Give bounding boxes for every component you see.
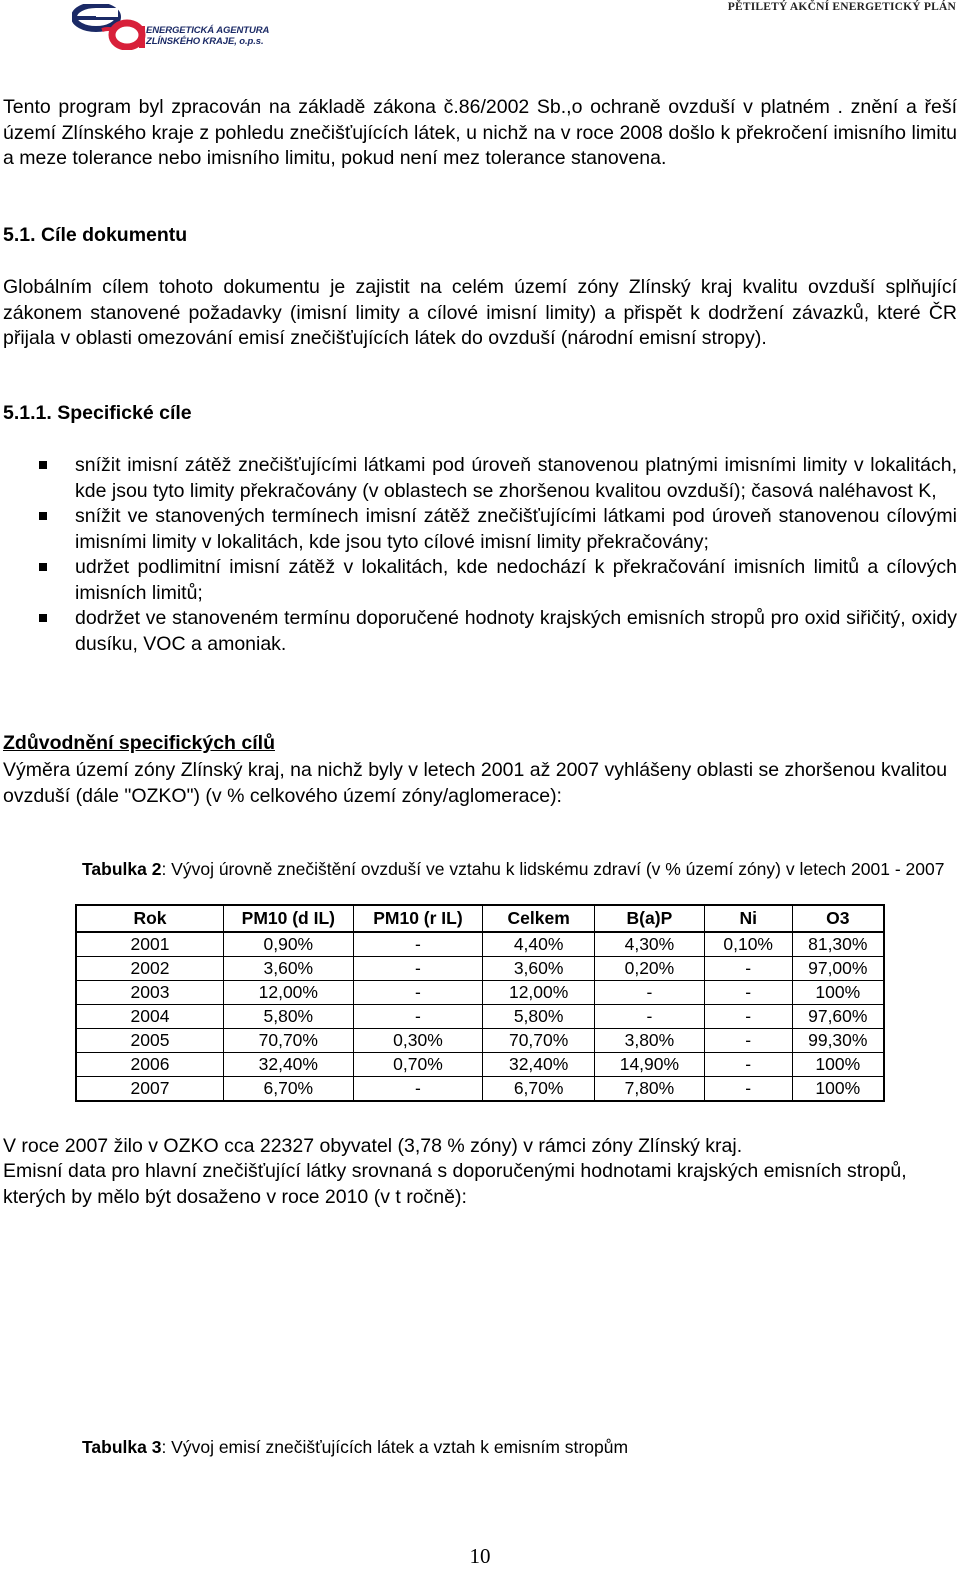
table-cell: 97,60% (792, 1005, 884, 1029)
table-cell: 70,70% (223, 1029, 353, 1053)
table-row (76, 1005, 884, 1029)
column-header: Ni (704, 905, 792, 932)
column-header: Celkem (483, 905, 595, 932)
table-cell: 7,80% (595, 1077, 705, 1102)
table-cell: - (704, 1077, 792, 1102)
bullet-square-icon (39, 512, 47, 520)
page-number: 10 (469, 1544, 491, 1568)
table-cell: 99,30% (792, 1029, 884, 1053)
logo-text-line2: ZLÍNSKÉHO KRAJE, o.p.s. (146, 36, 264, 47)
table-cell: - (353, 932, 483, 957)
table-cell: 3,60% (223, 957, 353, 981)
logo-text-line1: ENERGETICKÁ AGENTURA (146, 25, 270, 36)
table-row (76, 1029, 884, 1053)
table-cell: 2003 (76, 981, 223, 1005)
table-cell: 3,60% (483, 957, 595, 981)
table-cell: 4,30% (595, 932, 705, 957)
list-item-text: udržet podlimitní imisní zátěž v lokalitách, kde nedochází k překračování imisních limitů a cílových imisních limitů; (75, 556, 957, 604)
list-item (0, 453, 960, 504)
table-cell: 4,40% (483, 932, 595, 957)
table-cell: - (704, 1029, 792, 1053)
table-cell: 2001 (76, 932, 223, 957)
section-5-1-paragraph: Globálním cílem tohoto dokumentu je zajistit na celém území zóny Zlínský kraj kvalitu ovzduší splňující zákonem stanovené požadavky (imisní limity a cílové imisní limity) a přispět k dodržení závazků, které ČR přijala v oblasti omezování emisí znečišťujících látek do ovzduší (národní emisní stropy). (3, 276, 957, 349)
table2-caption-label: Tabulka 2 (82, 859, 162, 879)
intro-paragraph: Tento program byl zpracován na základě zákona č.86/2002 Sb.,o ochraně ovzduší v platném . znění a řeší území Zlínského kraje z pohledu znečišťujících látek, u nichž na v roce 2008 došlo k překročení imisního limitu a meze tolerance nebo imisního limitu, pokud není mez tolerance stanovena. (3, 96, 957, 169)
table-cell: - (353, 981, 483, 1005)
list-item-text: snížit ve stanovených termínech imisní zátěž znečišťujícími látkami pod úroveň stanovenou cílovými imisními limity v lokalitách, kde jsou tyto cílové imisní limity překračovány; (75, 505, 957, 553)
table-cell: - (595, 1005, 705, 1029)
table-header-row (76, 905, 884, 932)
table-cell: 32,40% (483, 1053, 595, 1077)
column-header: PM10 (d IL) (223, 905, 353, 932)
table-cell: 5,80% (223, 1005, 353, 1029)
table-cell: 2005 (76, 1029, 223, 1053)
table-cell: - (704, 1053, 792, 1077)
table-row (76, 932, 884, 957)
justification-paragraph: Výměra území zóny Zlínský kraj, na nichž byly v letech 2001 až 2007 vyhlášeny oblasti se zhoršenou kvalitou ovzduší (dále "OZKO") (v % celkového území zóny/aglomerace): (3, 759, 948, 807)
table-cell: 97,00% (792, 957, 884, 981)
table-row (76, 957, 884, 981)
table-cell: 81,30% (792, 932, 884, 957)
table-cell: 14,90% (595, 1053, 705, 1077)
table-cell: 2004 (76, 1005, 223, 1029)
table-cell: - (595, 981, 705, 1005)
logo-text (146, 25, 269, 47)
table-cell: 5,80% (483, 1005, 595, 1029)
table-cell: - (353, 1077, 483, 1102)
column-header: PM10 (r IL) (353, 905, 483, 932)
table-cell: 0,70% (353, 1053, 483, 1077)
table-cell: - (704, 981, 792, 1005)
table3-caption (82, 1437, 628, 1458)
table-cell: - (704, 1005, 792, 1029)
table2 (75, 904, 885, 1102)
column-header: O3 (792, 905, 884, 932)
table-cell: 2007 (76, 1077, 223, 1102)
justification-title: Zdůvodnění specifických cílů (3, 732, 275, 754)
bullet-square-icon (39, 461, 47, 469)
list-item (0, 504, 960, 555)
document-title: PĚTILETÝ AKČNÍ ENERGETICKÝ PLÁN (727, 1, 956, 13)
table-cell: 100% (792, 981, 884, 1005)
table-cell: 100% (792, 1053, 884, 1077)
table-cell: 0,20% (595, 957, 705, 981)
table3-caption-label: Tabulka 3 (82, 1437, 162, 1457)
column-header: Rok (76, 905, 223, 932)
specific-goals-list (0, 453, 960, 657)
list-item-text: snížit imisní zátěž znečišťujícími látkami pod úroveň stanovenou platnými imisními limity v lokalitách, kde jsou tyto limity překračovány (v oblastech se zhoršenou kvalitou ovzduší); časová naléhavost K, (75, 454, 957, 502)
column-header: B(a)P (595, 905, 705, 932)
table-cell: 0,10% (704, 932, 792, 957)
table-cell: 100% (792, 1077, 884, 1102)
table-row (76, 1077, 884, 1102)
table-cell: 70,70% (483, 1029, 595, 1053)
list-item-text: dodržet ve stanoveném termínu doporučené hodnoty krajských emisních stropů pro oxid siřičitý, oxidy dusíku, VOC a amoniak. (75, 607, 957, 655)
table-cell: 2002 (76, 957, 223, 981)
table-cell: - (353, 957, 483, 981)
section-heading-5-1-1: 5.1.1. Specifické cíle (3, 402, 192, 424)
bullet-square-icon (39, 614, 47, 622)
table-cell: 12,00% (483, 981, 595, 1005)
list-item (0, 555, 960, 606)
table-cell: 12,00% (223, 981, 353, 1005)
table2-caption (82, 858, 956, 881)
table-cell: 0,90% (223, 932, 353, 957)
table-cell: 6,70% (223, 1077, 353, 1102)
table-cell: 3,80% (595, 1029, 705, 1053)
table-cell: 2006 (76, 1053, 223, 1077)
table-cell: 32,40% (223, 1053, 353, 1077)
table2-caption-text: : Vývoj úrovně znečištění ovzduší ve vztahu k lidskému zdraví (v % území zóny) v letech 2001 - 2007 (161, 859, 945, 879)
table-row (76, 981, 884, 1005)
table-cell: 0,30% (353, 1029, 483, 1053)
table-row (76, 1053, 884, 1077)
table3-caption-text: : Vývoj emisí znečišťujících látek a vztah k emisním stropům (161, 1437, 629, 1457)
population-paragraph: V roce 2007 žilo v OZKO cca 22327 obyvatel (3,78 % zóny) v rámci zóny Zlínský kraj. (3, 1135, 743, 1157)
emission-data-paragraph: Emisní data pro hlavní znečišťující látky srovnaná s doporučenými hodnotami krajských emisních stropů, kterých by mělo být dosaženo v roce 2010 (v t ročně): (3, 1160, 907, 1208)
section-heading-5-1: 5.1. Cíle dokumentu (3, 224, 188, 246)
table-cell: 6,70% (483, 1077, 595, 1102)
list-item (0, 606, 960, 657)
table-cell: - (704, 957, 792, 981)
bullet-square-icon (39, 563, 47, 571)
table-cell: - (353, 1005, 483, 1029)
